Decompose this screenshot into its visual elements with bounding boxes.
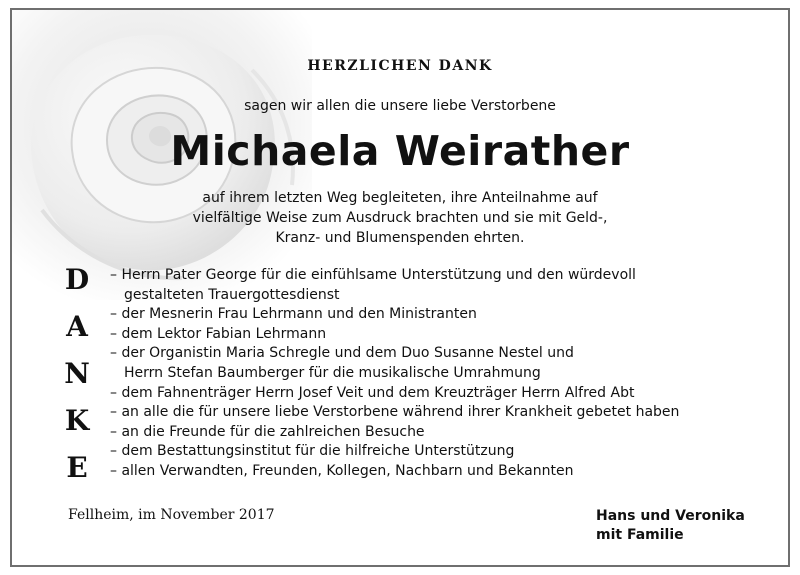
thanks-text-line: vielfältige Weise zum Ausdruck brachten und sie mit Geld-,: [192, 210, 608, 226]
list-item-text: – an die Freunde für die zahlreichen Besuche: [110, 423, 425, 440]
list-item: [110, 344, 750, 383]
list-item-text: – Herrn Pater George für die einfühlsame Unterstützung und den würdevoll: [110, 267, 636, 283]
list-item: [110, 266, 750, 305]
list-item-text: – an alle die für unsere liebe Verstorbene während ihrer Krankheit gebetet haben: [110, 404, 680, 421]
list-item-text: – dem Bestattungsinstitut für die hilfreiche Unterstützung: [110, 443, 515, 460]
thanks-list: [110, 266, 750, 482]
obituary-card: [10, 8, 790, 567]
intro-text: sagen wir allen die unsere liebe Verstorbene: [244, 98, 556, 114]
list-item-text: – dem Fahnenträger Herrn Josef Veit und dem Kreuzträger Herrn Alfred Abt: [110, 384, 635, 401]
list-item: [110, 325, 750, 345]
signature: [596, 507, 745, 545]
danke-letter: N: [64, 357, 90, 390]
list-item: [110, 305, 750, 325]
place-date: Fellheim, im November 2017: [68, 507, 275, 523]
list-item-text: – der Organistin Maria Schregle und dem Duo Susanne Nestel und: [110, 345, 574, 362]
list-item: [110, 403, 750, 423]
list-item-continuation: gestalteten Trauergottesdienst: [124, 286, 340, 303]
list-item-text: – dem Lektor Fabian Lehrmann: [110, 325, 327, 342]
danke-letter: D: [64, 263, 90, 296]
list-item: [110, 442, 750, 462]
list-item-continuation: Herrn Stefan Baumberger für die musikalische Umrahmung: [124, 364, 541, 381]
signature-line: Hans und Veronika: [596, 508, 745, 524]
danke-letter: K: [64, 404, 90, 437]
thanks-text-line: Kranz- und Blumenspenden ehrten.: [275, 230, 525, 246]
thanks-text-line: auf ihrem letzten Weg begleiteten, ihre Anteilnahme auf: [202, 190, 598, 206]
heading: HERZLICHEN DANK: [307, 58, 493, 74]
list-item-text: – der Mesnerin Frau Lehrmann und den Ministranten: [110, 306, 477, 323]
list-item-text: – allen Verwandten, Freunden, Kollegen, Nachbarn und Bekannten: [110, 462, 574, 479]
signature-line: mit Familie: [596, 527, 684, 543]
list-item: [110, 423, 750, 443]
danke-letter: E: [66, 451, 88, 484]
deceased-name: Michaela Weirather: [170, 127, 630, 175]
list-item: [110, 462, 750, 482]
list-item: [110, 384, 750, 404]
danke-letter: A: [66, 310, 88, 343]
